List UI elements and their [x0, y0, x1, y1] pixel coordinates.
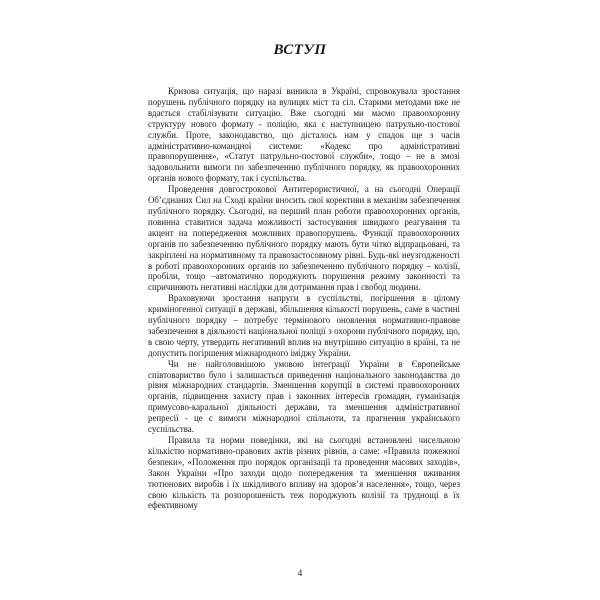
page-number: 4 [297, 568, 303, 578]
paragraph-rules: Правила та норми поведінки, які на сьогодні встановлені чисельною кількістю нормативно-правових актів різних рівнів, а саме: «Правила пожежної безпеки», «Положення про порядок організації та проведення масових заходів», Закон України «Про заходи щодо попередження та зменшення вживання тютюнових виробів і їх шкідливого впливу на здоров’я населення», тощо, через свою кількість та розпорошеність теж породжують колізії та труднощі в їх ефективному [148, 435, 460, 511]
paragraph-crisis: Кризова ситуація, що наразі виникла в Україні, спровокувала зростання порушень публічного порядку на вулицях міст та сіл. Старими методами вже не вдається стабілізувати ситуацію. Вже сьогодні ми маємо правоохоронну структуру нового формату - поліцію, яка є наступницею патрульно-постової служби. Проте, законодавство, що дісталось нам у спадок ще з часів адміністративно-командної системи: «Кодекс про адміністративні правопорушення», «Статут патрульно-постової служби», тощо – не в змозі задовольнити вимоги по забезпеченню публічного порядку, як правоохоронних органів нового формату, так і суспільства. [148, 86, 460, 184]
page-title: ВСТУП [273, 42, 327, 58]
paragraph-tension: Враховуючи зростання напруги в суспільстві, погіршення в цілому криміногенної ситуації в державі, збільшення кількості порушень, саме в частині публічного порядку – потребує термінового оновлення нормативно-правове забезпечення в діяльності національної поліції з охорони публічного порядку, що, в свою черту, утвердить негативний вплив на внутрішню ситуацію в країні, та не допустить погіршення міжнародного іміджу України. [148, 293, 460, 358]
paragraph-operation: Проведення довгострокової Антитерористичної, а на сьогодні Операції Об’єднаних Сил на Сході країни вносить свої корективи в механізм забезпечення публічного порядку. Сьогодні, на перший план роботи правоохоронних органів, повинна ставитися задача можливості застосування швидкого реагування та акцент на попередження можливих правопорушень. Функції правоохоронних органів по забезпеченню публічного порядку мають бути чітко відпрацьовані, та закріплені на нормативному та правозастосовному рівні. Будь-які неузгодженості в роботі правоохоронних органів по забезпеченню публічного порядку – колізії, пробіли, тощо –автоматично породжують порушення режиму законності та спричиняють негативні наслідки для дотримання прав і свобод людини. [148, 184, 460, 293]
body-text [148, 86, 460, 511]
paragraph-integration: Чи не найголовнішою умовою інтеграції України в Європейське співтовариство було і залишається приведення національного законодавства до рівня міжнародних стандартів. Зменшення корупції в системі правоохоронних органів, підвищення захисту прав і законних інтересів громадян, гуманізація примусово-каральної діяльності держави, та зменшення адміністративної репресії - це є вимоги міжнародної спільноти, та прагнення українського суспільства. [148, 358, 460, 435]
